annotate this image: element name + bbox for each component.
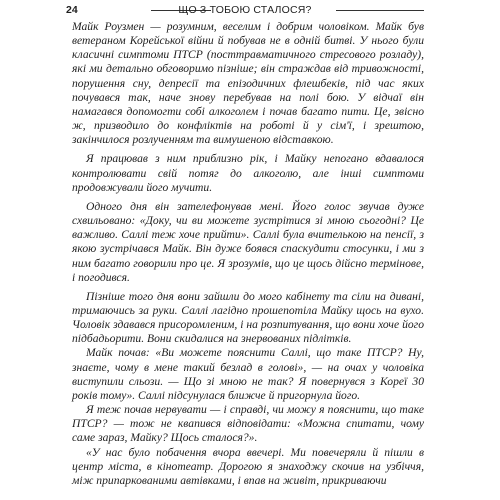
paragraph: Майк Роузмен — розумним, веселим і добрим чоловіком. Майк був ветераном Корейської війни й побував не в одній битві. У нього були класичні симптоми ПТСР (посттравматичного стресового розладу), які ми детально обговоримо пізніше; він страждав від тривожності, порушення сну, депресії та епізодичних флешбеків, під час яких почувався так, наче знову перебував на полі бою. У відчаї він намагався допомогти собі алкоголем і почав багато пити. Це, звісно ж, призводило до конфліктів на роботі й у сім'ї, і зрештою, закінчилося розлученням та вимушеною відставкою. bbox=[72, 20, 424, 147]
paragraph: «У нас було побачення вчора ввечері. Ми повечеряли й пішли в центр міста, в кінотеатр. Дорогою я знаходжу скочив на узбіччя, між припаркованими автівками, і впав на живіт, прикриваючи bbox=[72, 445, 424, 487]
paragraph: Одного дня він зателефонував мені. Його голос звучав дуже схвильовано: «Доку, чи ви можете зустрітися зі мною сьогодні? Це важливо. Саллі теж хоче прийти». Саллі була вчителькою на пенсії, з якою зустрічався Майк. Він дуже боявся спаскудити стосунки, і ми з ним багато говорили про це. Я зрозумів, що це щось дійсно термінове, і погодився. bbox=[72, 199, 424, 284]
paragraph: Майк почав: «Ви можете пояснити Саллі, що таке ПТСР? Ну, знаєте, чому в мене такий безлад в голові», — на очах у чоловіка виступили сльози. — Що зі мною не так? Я повернувся з Кореї 30 років тому». Саллі підсунулася ближче й пригорнула його. bbox=[72, 346, 424, 402]
running-title: ЩО З ТОБОЮ СТАЛОСЯ? bbox=[178, 4, 312, 16]
paragraph: Я працював з ним приблизно рік, і Майку непогано вдавалося контролювати свій потяг до алкоголю, але інші симптоми продовжували його мучити. bbox=[72, 152, 424, 194]
page-header bbox=[66, 3, 424, 17]
body-text bbox=[72, 20, 424, 488]
paragraph: Пізніше того дня вони зайшли до мого кабінету та сіли на дивані, тримаючись за руки. Саллі лагідно прошепотіла Майку щось на вухо. Чоловік здавався присоромленим, і на розпитування, що вони хоче його підбадьорити. Вони скидалися на знервованих підлітків. bbox=[72, 289, 424, 346]
paragraph: Я теж почав нервувати — і справді, чи можу я пояснити, що таке ПТСР? — тож не квапився відповідати: «Можна спитати, чому саме зараз, Майку? Щось сталося?». bbox=[72, 403, 424, 445]
header-rule-right bbox=[336, 10, 424, 11]
page-number: 24 bbox=[66, 4, 78, 16]
